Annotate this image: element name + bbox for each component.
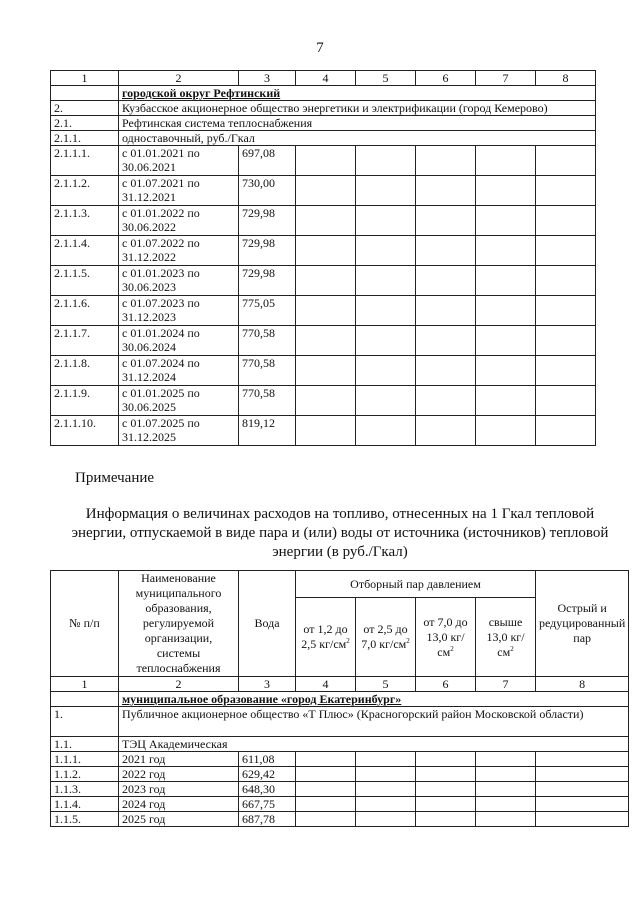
empty-cell: [536, 356, 596, 386]
district-name: городской округ Рефтинский: [119, 86, 596, 101]
empty-cell: [416, 767, 476, 782]
org-name: Кузбасское акционерное общество энергетики и электрификации (город Кемерово): [119, 101, 596, 116]
col-num: 6: [416, 71, 476, 86]
col-num: 8: [536, 677, 629, 692]
row-num: 1.1.: [51, 737, 119, 752]
empty-cell: [536, 146, 596, 176]
column-number-row: [51, 677, 629, 692]
empty-cell: [356, 386, 416, 416]
row-label: 2024 год: [119, 797, 239, 812]
empty-cell: [476, 767, 536, 782]
header-pressure-3: от 7,0 до 13,0 $кг/см^2$: [416, 598, 476, 677]
col-num: 2: [119, 677, 239, 692]
empty-cell: [536, 326, 596, 356]
empty-cell: [416, 296, 476, 326]
row-value: 775,05: [239, 296, 296, 326]
empty-cell: [296, 236, 356, 266]
system-row: [51, 116, 596, 131]
table-row: [51, 326, 596, 356]
empty-cell: [356, 236, 416, 266]
empty-cell: [416, 206, 476, 236]
header-water: Вода: [239, 571, 296, 677]
empty-cell: [536, 782, 629, 797]
row-value: 648,30: [239, 782, 296, 797]
empty-cell: [356, 146, 416, 176]
row-label: 2021 год: [119, 752, 239, 767]
row-label: с 01.07.2025 по 31.12.2025: [119, 416, 239, 446]
empty-cell: [536, 416, 596, 446]
empty-cell: [356, 296, 416, 326]
row-num: 2.: [51, 101, 119, 116]
empty-cell: [476, 356, 536, 386]
col-num: 6: [416, 677, 476, 692]
empty-cell: [356, 176, 416, 206]
header-num: № п/п: [51, 571, 119, 677]
empty-cell: [356, 752, 416, 767]
row-num: 1.1.5.: [51, 812, 119, 827]
fuel-cost-table: [50, 570, 629, 827]
row-num: 2.1.1.8.: [51, 356, 119, 386]
empty-cell: [296, 356, 356, 386]
col-num: 5: [356, 677, 416, 692]
plant-row: [51, 737, 629, 752]
empty-cell: [536, 386, 596, 416]
col-num: 3: [239, 71, 296, 86]
row-num: 2.1.1.: [51, 131, 119, 146]
row-num: 1.1.2.: [51, 767, 119, 782]
empty-cell: [416, 176, 476, 206]
empty-cell: [416, 386, 476, 416]
empty-cell: [476, 782, 536, 797]
row-label: с 01.01.2024 по 30.06.2024: [119, 326, 239, 356]
district-row: [51, 86, 596, 101]
row-num: 1.1.4.: [51, 797, 119, 812]
col-num: 8: [536, 71, 596, 86]
empty-cell: [536, 236, 596, 266]
empty-cell: [51, 692, 119, 707]
org-row: [51, 707, 629, 737]
note-title: Примечание: [75, 470, 155, 486]
row-label: с 01.07.2022 по 31.12.2022: [119, 236, 239, 266]
district-row: [51, 692, 629, 707]
empty-cell: [296, 416, 356, 446]
empty-cell: [476, 326, 536, 356]
tariff-row: [51, 131, 596, 146]
tariff-name: одноставочный, руб./Гкал: [119, 131, 596, 146]
table-row: [51, 176, 596, 206]
empty-cell: [416, 266, 476, 296]
row-label: с 01.07.2023 по 31.12.2023: [119, 296, 239, 326]
empty-cell: [416, 326, 476, 356]
table-row: [51, 266, 596, 296]
row-num: 2.1.1.4.: [51, 236, 119, 266]
row-label: 2022 год: [119, 767, 239, 782]
empty-cell: [356, 797, 416, 812]
empty-cell: [296, 296, 356, 326]
table-row: [51, 146, 596, 176]
empty-cell: [296, 326, 356, 356]
empty-cell: [476, 797, 536, 812]
info-text: Информация о величинах расходов на топливо, отнесенных на 1 Гкал тепловой энергии, отпускаемой в виде пара и (или) воды от источника (источников) тепловой энергии (в руб./Гкал): [71, 506, 609, 560]
empty-cell: [356, 812, 416, 827]
empty-cell: [476, 206, 536, 236]
empty-cell: [296, 812, 356, 827]
row-value: 729,98: [239, 206, 296, 236]
empty-cell: [536, 176, 596, 206]
row-num: 2.1.1.6.: [51, 296, 119, 326]
header-pressure-1: от 1,2 до 2,5 $кг/см^2$: [296, 598, 356, 677]
empty-cell: [476, 386, 536, 416]
header-row: [51, 571, 629, 598]
empty-cell: [536, 206, 596, 236]
row-num: 2.1.1.1.: [51, 146, 119, 176]
empty-cell: [536, 266, 596, 296]
empty-cell: [296, 146, 356, 176]
row-label: с 01.01.2025 по 30.06.2025: [119, 386, 239, 416]
col-num: 5: [356, 71, 416, 86]
header-steam: Отборный пар давлением: [296, 571, 536, 598]
empty-cell: [476, 752, 536, 767]
table-row: [51, 296, 596, 326]
empty-cell: [536, 812, 629, 827]
empty-cell: [296, 782, 356, 797]
empty-cell: [356, 416, 416, 446]
empty-cell: [416, 812, 476, 827]
row-num: 2.1.1.9.: [51, 386, 119, 416]
row-value: 729,98: [239, 266, 296, 296]
empty-cell: [416, 146, 476, 176]
empty-cell: [536, 296, 596, 326]
empty-cell: [536, 752, 629, 767]
empty-cell: [416, 752, 476, 767]
table-row: [51, 206, 596, 236]
empty-cell: [296, 767, 356, 782]
empty-cell: [296, 206, 356, 236]
row-value: 730,00: [239, 176, 296, 206]
row-num: 2.1.1.7.: [51, 326, 119, 356]
empty-cell: [296, 797, 356, 812]
row-value: 770,58: [239, 386, 296, 416]
system-name: Рефтинская система теплоснабжения: [119, 116, 596, 131]
row-value: 819,12: [239, 416, 296, 446]
empty-cell: [536, 797, 629, 812]
header-name: Наименование муниципального образования, регулируемой организации, системы теплоснабжения: [119, 571, 239, 677]
row-label: 2023 год: [119, 782, 239, 797]
row-value: 770,58: [239, 326, 296, 356]
tariff-table: [50, 70, 596, 446]
empty-cell: [416, 782, 476, 797]
empty-cell: [356, 326, 416, 356]
col-num: 2: [119, 71, 239, 86]
row-label: с 01.07.2024 по 31.12.2024: [119, 356, 239, 386]
org-row: [51, 101, 596, 116]
row-value: 667,75: [239, 797, 296, 812]
empty-cell: [476, 416, 536, 446]
row-num: 1.: [51, 707, 119, 737]
empty-cell: [416, 236, 476, 266]
row-label: с 01.01.2022 по 30.06.2022: [119, 206, 239, 236]
empty-cell: [476, 266, 536, 296]
table-row: [51, 416, 596, 446]
row-label: с 01.01.2021 по 30.06.2021: [119, 146, 239, 176]
table-row: [51, 812, 629, 827]
header-pressure-4: свыше 13,0 $кг/см^2$: [476, 598, 536, 677]
empty-cell: [476, 812, 536, 827]
empty-cell: [476, 176, 536, 206]
row-value: 611,08: [239, 752, 296, 767]
empty-cell: [416, 416, 476, 446]
empty-cell: [51, 86, 119, 101]
org-name: Публичное акционерное общество «Т Плюс» (Красногорский район Московской области): [119, 707, 629, 737]
row-num: 2.1.1.2.: [51, 176, 119, 206]
empty-cell: [356, 782, 416, 797]
col-num: 7: [476, 677, 536, 692]
col-num: 4: [296, 677, 356, 692]
table-row: [51, 236, 596, 266]
table-row: [51, 782, 629, 797]
header-sharp-steam: Острый и редуцированный пар: [536, 571, 629, 677]
row-num: 2.1.1.10.: [51, 416, 119, 446]
row-value: 697,08: [239, 146, 296, 176]
table-row: [51, 386, 596, 416]
row-value: 770,58: [239, 356, 296, 386]
empty-cell: [356, 266, 416, 296]
plant-name: ТЭЦ Академическая: [119, 737, 629, 752]
col-num: 4: [296, 71, 356, 86]
row-value: 729,98: [239, 236, 296, 266]
row-num: 1.1.1.: [51, 752, 119, 767]
district-name: муниципальное образование «город Екатеринбург»: [119, 692, 629, 707]
empty-cell: [416, 356, 476, 386]
col-num: 7: [476, 71, 536, 86]
empty-cell: [296, 266, 356, 296]
column-number-row: [51, 71, 596, 86]
empty-cell: [476, 236, 536, 266]
row-num: 1.1.3.: [51, 782, 119, 797]
empty-cell: [296, 386, 356, 416]
empty-cell: [296, 752, 356, 767]
empty-cell: [536, 767, 629, 782]
row-value: 629,42: [239, 767, 296, 782]
empty-cell: [356, 206, 416, 236]
row-label: с 01.01.2023 по 30.06.2023: [119, 266, 239, 296]
col-num: 1: [51, 71, 119, 86]
empty-cell: [296, 176, 356, 206]
page-number: 7: [316, 40, 324, 56]
row-label: 2025 год: [119, 812, 239, 827]
empty-cell: [356, 356, 416, 386]
table-row: [51, 797, 629, 812]
col-num: 1: [51, 677, 119, 692]
row-num: 2.1.1.3.: [51, 206, 119, 236]
empty-cell: [476, 296, 536, 326]
empty-cell: [416, 797, 476, 812]
empty-cell: [476, 146, 536, 176]
table-row: [51, 752, 629, 767]
row-num: 2.1.: [51, 116, 119, 131]
row-label: с 01.07.2021 по 31.12.2021: [119, 176, 239, 206]
table-row: [51, 356, 596, 386]
table-row: [51, 767, 629, 782]
empty-cell: [356, 767, 416, 782]
row-num: 2.1.1.5.: [51, 266, 119, 296]
header-pressure-2: от 2,5 до 7,0 $кг/см^2$: [356, 598, 416, 677]
row-value: 687,78: [239, 812, 296, 827]
col-num: 3: [239, 677, 296, 692]
